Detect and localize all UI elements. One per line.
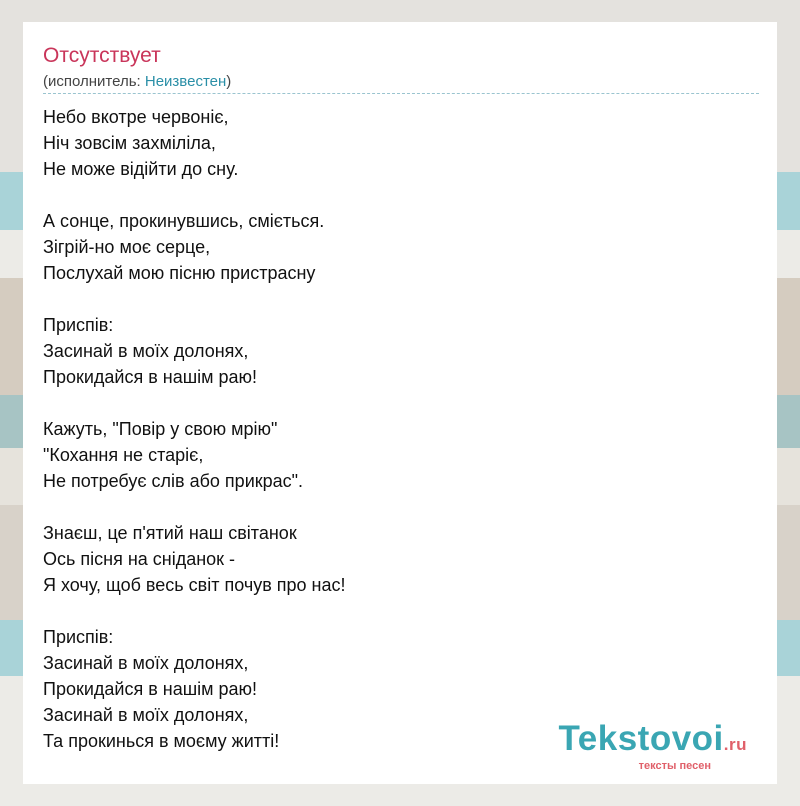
lyric-line: Та прокинься в моєму житті! (43, 731, 280, 751)
logo-wordmark (558, 721, 747, 763)
artist-suffix: ) (226, 73, 232, 90)
lyric-line (43, 494, 346, 520)
lyrics-card (23, 22, 777, 784)
lyric-line: Послухай мою пісню пристрасну (43, 263, 316, 283)
lyric-line (43, 182, 346, 208)
lyric-line: Приспів: (43, 315, 114, 335)
lyric-line: Прокидайся в нашім раю! (43, 367, 258, 387)
lyric-line: Ось пісня на сніданок - (43, 549, 236, 569)
artist-link[interactable]: Неизвестен (144, 73, 227, 90)
song-title: Отсутствует (43, 44, 161, 67)
lyric-line: Прокидайся в нашім раю! (43, 679, 258, 699)
logo-main-text: Tekstovoi (558, 719, 724, 758)
lyric-line: Не потребує слів або прикрас". (43, 471, 304, 491)
lyric-line (43, 390, 346, 416)
logo-tld: .ru (723, 735, 747, 754)
lyric-line (43, 286, 346, 312)
logo-subtitle: тексты песен (638, 760, 711, 772)
title-divider (43, 93, 759, 94)
lyric-line: Засинай в моїх долонях, (43, 705, 249, 725)
lyric-line: Засинай в моїх долонях, (43, 653, 249, 673)
site-logo[interactable] (558, 721, 747, 772)
lyric-line: Не може відійти до сну. (43, 159, 239, 179)
lyric-line: Кажуть, "Повір у свою мрію" (43, 419, 278, 439)
lyric-line: Знаєш, це п'ятий наш світанок (43, 523, 297, 543)
lyric-line: А сонце, прокинувшись, сміється. (43, 211, 325, 231)
lyric-line (43, 598, 346, 624)
lyric-line: Приспів: (43, 627, 114, 647)
artist-prefix: (исполнитель: (43, 73, 145, 90)
lyric-line: Зігрій-но моє серце, (43, 237, 211, 257)
lyric-line: "Кохання не старіє, (43, 445, 204, 465)
artist-line (43, 72, 231, 92)
lyric-line: Засинай в моїх долонях, (43, 341, 249, 361)
lyric-line: Небо вкотре червоніє, (43, 107, 229, 127)
lyrics-text (43, 104, 346, 754)
lyric-line: Я хочу, щоб весь світ почув про нас! (43, 575, 346, 595)
lyric-line: Ніч зовсім захміліла, (43, 133, 216, 153)
